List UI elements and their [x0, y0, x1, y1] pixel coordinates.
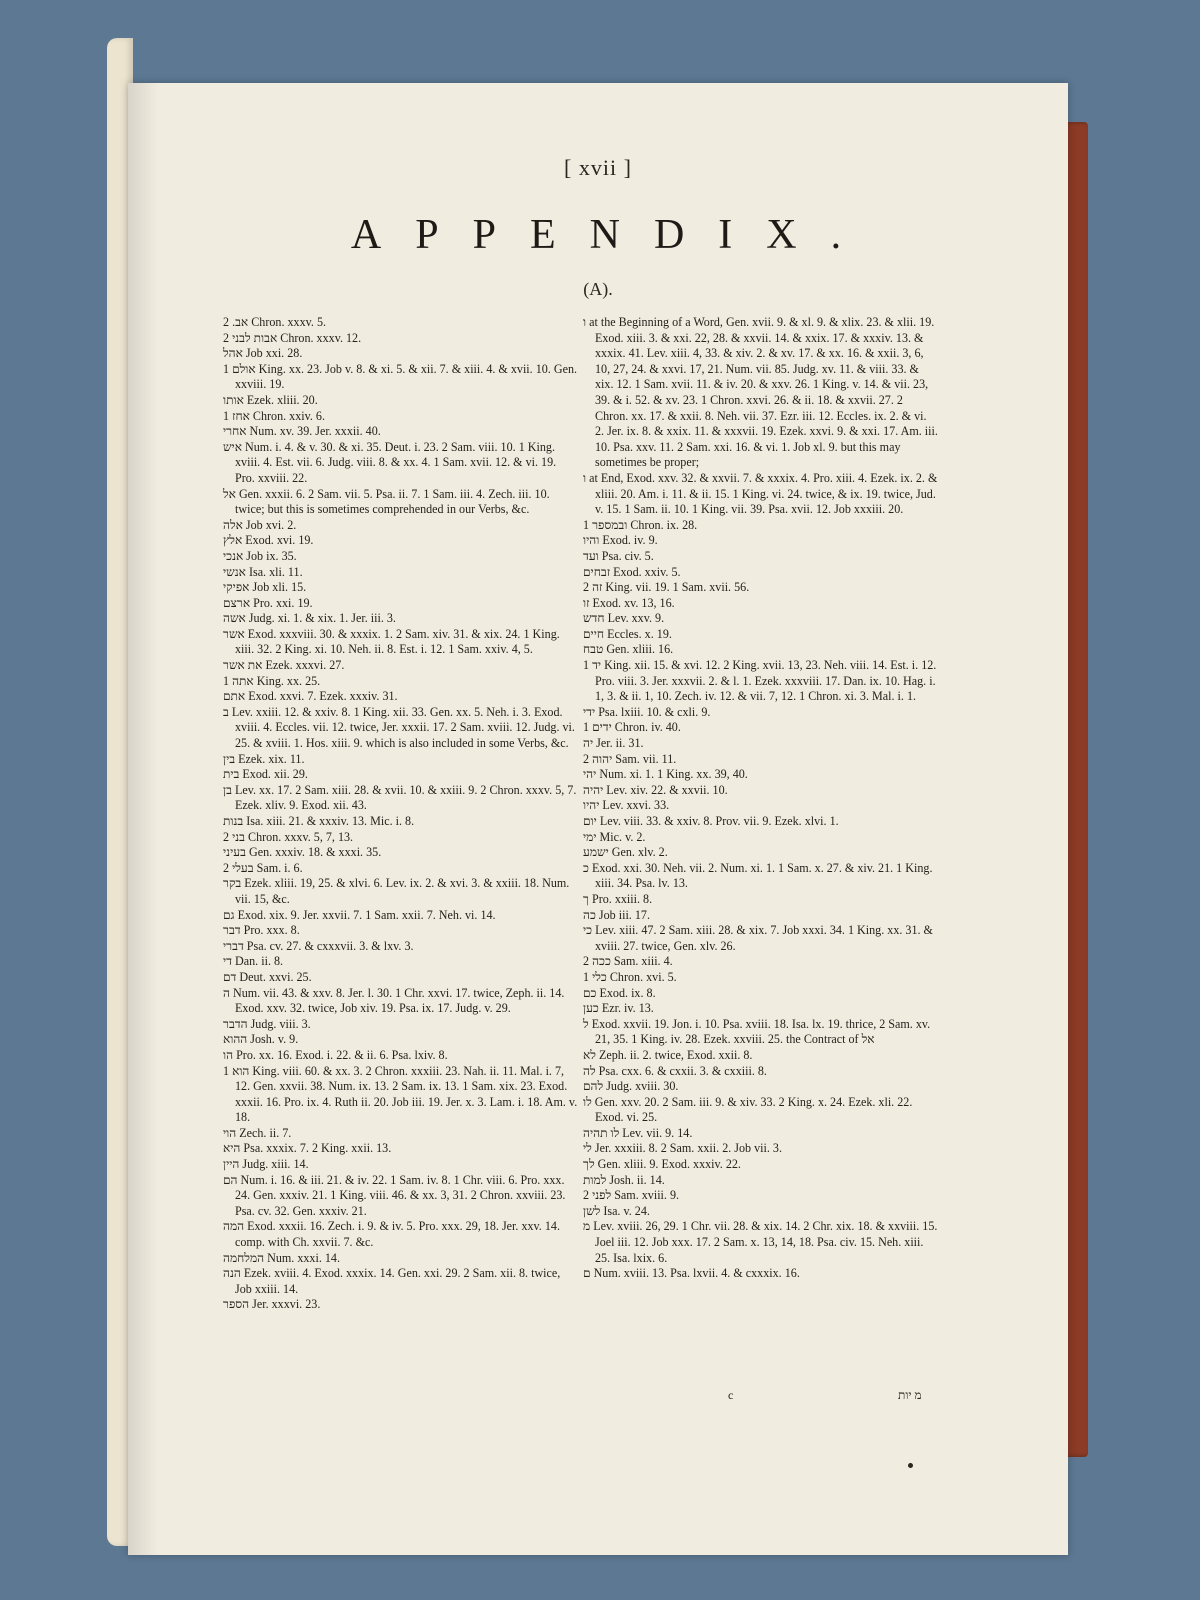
left-column: [223, 315, 578, 1313]
index-entry: לו תהיה Lev. vii. 9. 14.: [583, 1125, 693, 1140]
section-heading: (A).: [583, 279, 613, 299]
index-entry: היין Judg. xiii. 14.: [223, 1157, 309, 1172]
index-entry: אשר Exod. xxxviii. 30. & xxxix. 1. 2 Sam. xiv. 31. & xix. 24. 1 King. xiii. 32. 2 King. xi. 10. Neh. ii. 8. Est. i. 12. 1 Sam. xxiv. 4, 5.: [223, 626, 560, 657]
index-entry: כ Exod. xxi. 30. Neh. vii. 2. Num. xi. 1. 1 Sam. x. 27. & xiv. 21. 1 King. xiii. 34. Psa. lv. 13.: [583, 860, 933, 891]
index-entry: דם Deut. xxvi. 25.: [223, 969, 312, 984]
index-entry: להם Judg. xviii. 30.: [583, 1079, 679, 1094]
index-entry: אתם Exod. xxvi. 7. Ezek. xxxiv. 31.: [223, 689, 398, 704]
index-entry: בקר Ezek. xliii. 19, 25. & xlvi. 6. Lev. ix. 2. & xvi. 3. & xxiii. 18. Num. vii. 15, &c.: [223, 876, 570, 906]
index-entry: מ Lev. xviii. 26, 29. 1 Chr. vii. 28. & xix. 14. 2 Chr. xix. 18. & xxviii. 15. Joel iii. 12. Job xxx. 17. 2 Sam. x. 13, 14, 18. Psa. civ. 15. Neh. xiii. 25. Isa. lxix. 6.: [583, 1219, 938, 1265]
index-entry: אולם 1 King. xx. 23. Job v. 8. & xi. 5. & xii. 7. & xiii. 4. & xvii. 10. Gen. xxviii. 19.: [223, 361, 578, 392]
index-entry: הספר Jer. xxxvi. 23.: [223, 1297, 321, 1312]
index-entry: בעלי 2 Sam. i. 6.: [223, 860, 303, 875]
index-entry: כה Job iii. 17.: [583, 907, 650, 922]
index-entry: חיים Eccles. x. 19.: [583, 626, 672, 641]
index-entry: כי Lev. xiii. 47. 2 Sam. xiii. 28. & xix. 7. Job xxxi. 34. 1 King. xx. 31. & xviii. 27. twice, Gen. xlv. 26.: [583, 923, 933, 953]
index-entry: בני 2 Chron. xxxv. 5, 7, 13.: [223, 829, 354, 844]
index-entry: לך Gen. xliii. 9. Exod. xxxiv. 22.: [583, 1157, 741, 1172]
index-entry: לשן Isa. v. 24.: [583, 1203, 650, 1218]
page-number: [ xvii ]: [564, 155, 632, 180]
index-entry: איש Num. i. 4. & v. 30. & xi. 35. Deut. i. 23. 2 Sam. viii. 10. 1 King. xviii. 4. Est. vii. 6. Judg. viii. 8. & xx. 4. 1 Sam. xvii. 12. & vi. 19. Pro. xxviii. 22.: [223, 439, 557, 485]
index-entry: ם Num. xviii. 13. Psa. lxvii. 4. & cxxxix. 16.: [583, 1266, 800, 1281]
index-entry: ל Exod. xxvii. 19. Jon. i. 10. Psa. xviii. 18. Isa. lx. 19. thrice, 2 Sam. xv. 21, 35. 1 King. iv. 28. Ezek. xxviii. 25. the Contract of אל: [583, 1016, 931, 1047]
index-entry: אנשי Isa. xli. 11.: [223, 564, 303, 579]
index-entry: המלחמה Num. xxxi. 14.: [223, 1250, 341, 1265]
index-entry: אלץ Exod. xvi. 19.: [223, 533, 314, 548]
index-entry: ב Lev. xxiii. 12. & xxiv. 8. 1 King. xii. 33. Gen. xx. 5. Neh. i. 3. Exod. xviii. 4. Eccles. vii. 12. twice, Jer. xxxii. 17. 2 Sam. xviii. 12. Judg. vi. 25. & xviii. 1. Hos. xiii. 9. which is also included in some Verbs, &c.: [223, 704, 575, 751]
index-entry: יהיו Lev. xxvi. 33.: [583, 798, 670, 813]
index-entry: אתה 1 King. xx. 25.: [223, 673, 321, 688]
index-entry: ך Pro. xxiii. 8.: [583, 891, 653, 906]
index-entry: אל Gen. xxxii. 6. 2 Sam. vii. 5. Psa. ii. 7. 1 Sam. iii. 4. Zech. iii. 10. twice; but this is sometimes comprehended in our Verbs, &c.: [223, 486, 550, 517]
index-entry: למות Josh. ii. 14.: [583, 1172, 665, 1187]
index-entry: הוא 1 King. viii. 60. & xx. 3. 2 Chron. xxxiii. 23. Nah. ii. 11. Mal. i. 7, 12. Gen. xxvii. 38. Num. ix. 13. 2 Sam. ix. 13. 1 Sam. xix. 23. Exod. xxxii. 16. Pro. ix. 4. Ruth ii. 20. Job iii. 19. Jer. x. 3. Lam. i. 18. Am. v. 18.: [223, 1063, 578, 1125]
index-entry: ישמע Gen. xlv. 2.: [583, 845, 668, 860]
index-entry: הוי Zech. ii. 7.: [223, 1125, 292, 1140]
index-entry: ו at the Beginning of a Word, Gen. xvii. 9. & xl. 9. & xlix. 23. & xlii. 19. Exod. xiii. 3. & xxi. 22, 28. & xxvii. 14. & xxix. 17. & xxxiv. 13. & xxxix. 41. Lev. xiii. 4, 33. & xiv. 2. & xv. 17. & xx. 16. & xxii. 3, 6, 10, 27, 24. & xxvi. 17, 21. Num. vii. 85. Judg. xv. 11. & viii. 33. & xix. 12. 1 Sam. xvii. 11. & iv. 20. & xxv. 26. 1 King. v. 14. & vii. 23, 39. & i. 52. & xv. 23. 1 Chron. xxvi. 26. & ii. 18. & xxvii. 27. 2 Chron. xx. 17. & xxii. 8. Neh. vii. 37. Ezr. iii. 12. Eccles. ix. 2. & vi. 2. Jer. ix. 8. & xxix. 11. & xxxvii. 19. Ezek. xxvi. 9. & xxi. 17. Am. iii. 10. Psa. xxv. 11. 2 Sam. xxi. 16. & vi. 1. Job xl. 9. but this may sometimes be proper;: [583, 315, 938, 470]
index-entry: אב. 2 Chron. xxxv. 5.: [223, 315, 327, 329]
index-entry: חדש Lev. xxv. 9.: [583, 611, 665, 626]
index-entry: ידי Psa. lxiii. 10. & cxli. 9.: [583, 704, 711, 719]
index-entry: טבח Gen. xliii. 16.: [583, 642, 674, 657]
index-entry: בן Lev. xx. 17. 2 Sam. xiii. 28. & xvii. 10. & xxiii. 9. 2 Chron. xxxv. 5, 7. Ezek. xliv. 9. Exod. xii. 43.: [223, 782, 577, 813]
index-entry: יהי Num. xi. 1. 1 King. xx. 39, 40.: [583, 767, 748, 782]
index-entry: לה Psa. cxx. 6. & cxxii. 3. & cxxiii. 8.: [583, 1063, 767, 1078]
right-column: [583, 315, 938, 1282]
index-entry: את אשר Ezek. xxxvi. 27.: [223, 658, 345, 673]
book-page: [128, 83, 1068, 1555]
index-entry: הו Pro. xx. 16. Exod. i. 22. & ii. 6. Psa. lxiv. 8.: [223, 1047, 448, 1062]
catchword: מ יות: [898, 1388, 922, 1402]
index-entry: יום Lev. viii. 33. & xxiv. 8. Prov. vii. 9. Ezek. xlvi. 1.: [583, 814, 839, 828]
index-entry: לא Zeph. ii. 2. twice, Exod. xxii. 8.: [583, 1047, 753, 1062]
index-entry: ו at End, Exod. xxv. 32. & xxvii. 7. & xxxix. 4. Pro. xiii. 4. Ezek. ix. 2. & xliii. 20. Am. i. 11. & ii. 15. 1 King. vi. 24. twice, & ix. 19. twice, Jud. v. 15. 1 Sam. ii. 10. 1 King. vii. 39. Psa. xvii. 12. Job xxxiii. 20.: [583, 470, 938, 517]
index-entry: אותו Ezek. xliii. 20.: [223, 392, 318, 407]
index-entry: דבר Pro. xxx. 8.: [223, 923, 300, 938]
ink-spot: [908, 1463, 913, 1468]
index-entry: כם Exod. ix. 8.: [583, 985, 656, 1000]
index-entry: ובמספר 1 Chron. ix. 28.: [583, 517, 698, 532]
index-entry: דברי Psa. cv. 27. & cxxxvii. 3. & lxv. 3.: [223, 938, 414, 953]
index-entry: ארצם Pro. xxi. 19.: [223, 595, 313, 610]
index-entry: יה Jer. ii. 31.: [583, 736, 644, 751]
index-entry: הם Num. i. 16. & iii. 21. & iv. 22. 1 Sam. iv. 8. 1 Chr. viii. 6. Pro. xxx. 24. Gen. xxxiv. 21. 1 King. viii. 46. & xx. 3, 31. 2 Chron. xxviii. 23. Psa. cv. 32. Gen. xxxiv. 21.: [223, 1172, 566, 1218]
index-entry: אחרי Num. xv. 39. Jer. xxxii. 40.: [223, 424, 381, 439]
index-entry: ה Num. vii. 43. & xxv. 8. Jer. l. 30. 1 Chr. xxvi. 17. twice, Zeph. ii. 14. Exod. xxv. 32. twice, Job xiv. 19. Psa. ix. 17. Judg. v. 29.: [223, 985, 565, 1016]
index-entry: זבחים Exod. xxiv. 5.: [583, 564, 681, 579]
signature-mark: c: [728, 1388, 734, 1402]
index-entry: ימי Mic. v. 2.: [583, 829, 646, 844]
index-entry: יהיה Lev. xiv. 22. & xxvii. 10.: [583, 782, 728, 797]
index-entry: אפיקי Job xli. 15.: [223, 580, 307, 595]
index-entry: זו Exod. xv. 13, 16.: [583, 595, 675, 610]
index-entry: די Dan. ii. 8.: [223, 954, 284, 969]
index-entry: אהל Job xxi. 28.: [223, 346, 303, 361]
index-entry: לו Gen. xxv. 20. 2 Sam. iii. 9. & xiv. 33. 2 King. x. 24. Ezek. xli. 22. Exod. vi. 25.: [583, 1094, 913, 1125]
index-entry: ככה 2 Sam. xiii. 4.: [583, 954, 673, 969]
index-entry: הדבר Judg. viii. 3.: [223, 1016, 311, 1031]
index-entry: בעיני Gen. xxxiv. 18. & xxxi. 35.: [223, 845, 382, 860]
index-entry: ההוא Josh. v. 9.: [223, 1032, 299, 1047]
index-entry: אלה Job xvi. 2.: [223, 517, 297, 532]
index-entry: אנכי Job ix. 35.: [223, 548, 297, 563]
index-entry: יהוה 2 Sam. vii. 11.: [583, 751, 677, 766]
index-entry: כען Ezr. iv. 13.: [583, 1001, 654, 1016]
index-entry: המה Exod. xxxii. 16. Zech. i. 9. & iv. 5. Pro. xxx. 29, 18. Jer. xxv. 14. comp. with Ch. xxvii. 7. &c.: [223, 1219, 560, 1250]
page-title: APPENDIX.: [350, 212, 876, 258]
index-entry: ועד Psa. civ. 5.: [583, 548, 654, 563]
index-entry: בין Ezek. xix. 11.: [223, 751, 305, 766]
index-entry: אשה Judg. xi. 1. & xix. 1. Jer. iii. 3.: [223, 611, 396, 626]
index-entry: כלי 1 Chron. xvi. 5.: [583, 969, 677, 984]
index-entry: בנות Isa. xiii. 21. & xxxiv. 13. Mic. i. 8.: [223, 814, 415, 828]
index-entry: יד 1 King. xii. 15. & xvi. 12. 2 King. xvii. 13, 23. Neh. viii. 14. Est. i. 12. Pro. viii. 3. Jer. xxxvii. 2. & l. 1. Ezek. xxxviii. 17. Dan. ix. 10. Hag. i. 1, 3. & ii. 1, 10. Zech. iv. 12. & vii. 7, 12. 1 Chron. xi. 3. Mal. i. 1.: [583, 658, 937, 704]
index-entry: ידים 1 Chron. iv. 40.: [583, 720, 681, 735]
index-entry: לפני 2 Sam. xviii. 9.: [583, 1188, 680, 1203]
index-entry: היא Psa. xxxix. 7. 2 King. xxii. 13.: [223, 1141, 392, 1156]
index-entry: גם Exod. xix. 9. Jer. xxvii. 7. 1 Sam. xxii. 7. Neh. vi. 14.: [223, 907, 496, 922]
index-entry: הנה Ezek. xviii. 4. Exod. xxxix. 14. Gen. xxi. 29. 2 Sam. xii. 8. twice, Job xxiii. 14.: [223, 1266, 561, 1296]
index-entry: לי Jer. xxxiii. 8. 2 Sam. xxii. 2. Job vii. 3.: [583, 1141, 782, 1156]
index-entry: אבות לבני 2 Chron. xxxv. 12.: [223, 330, 362, 345]
index-entry: בית Exod. xii. 29.: [223, 767, 308, 782]
index-entry: אחז 1 Chron. xxiv. 6.: [223, 408, 325, 423]
index-entry: זה 2 King. vii. 19. 1 Sam. xvii. 56.: [583, 580, 750, 595]
index-entry: והיו Exod. iv. 9.: [583, 533, 658, 548]
